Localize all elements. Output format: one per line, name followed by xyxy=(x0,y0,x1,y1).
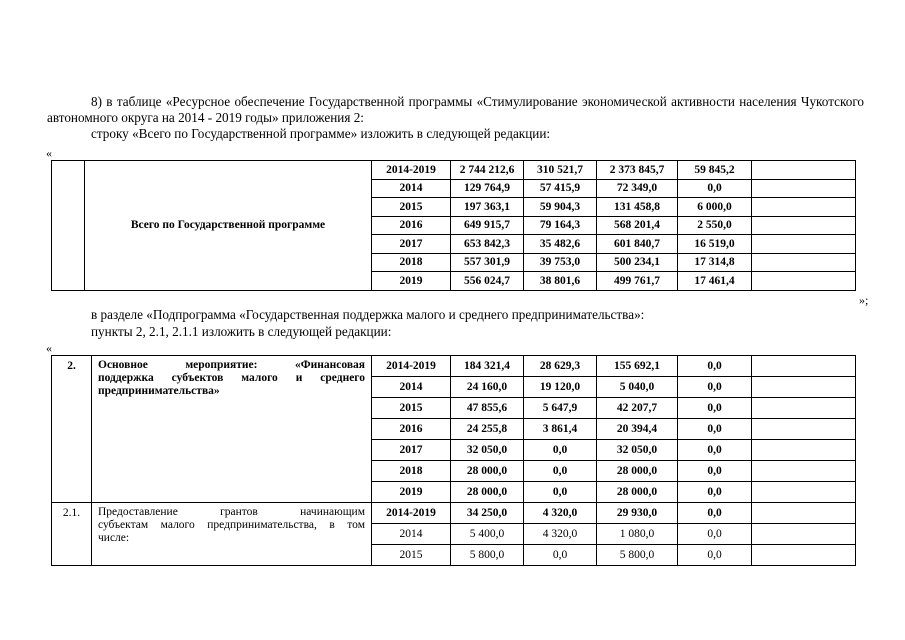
paragraph-total-row: строку «Всего по Государственной программе» изложить в следующей редакции: xyxy=(91,126,551,141)
value-cell: 0,0 xyxy=(678,524,752,545)
year-cell: 2017 xyxy=(372,235,451,254)
item-2-description xyxy=(92,356,372,503)
open-quote-1: « xyxy=(46,146,52,160)
value-cell: 0,0 xyxy=(678,398,752,419)
empty-cell xyxy=(52,161,85,291)
empty-cell xyxy=(752,235,856,254)
description-line: Предоставление грантов начинающим xyxy=(98,506,365,518)
value-cell: 0,0 xyxy=(678,545,752,566)
value-cell: 28 000,0 xyxy=(597,461,678,482)
description-line: предпринимательства» xyxy=(98,385,220,397)
value-cell: 131 458,8 xyxy=(597,198,678,217)
value-cell: 0,0 xyxy=(678,356,752,377)
description-line: числе: xyxy=(98,532,130,544)
year-cell: 2015 xyxy=(372,545,451,566)
empty-cell xyxy=(752,198,856,217)
value-cell: 4 320,0 xyxy=(524,524,597,545)
year-cell: 2018 xyxy=(372,461,451,482)
value-cell: 0,0 xyxy=(678,377,752,398)
empty-cell xyxy=(752,482,856,503)
table-row xyxy=(52,503,856,524)
value-cell: 568 201,4 xyxy=(597,216,678,235)
value-cell: 0,0 xyxy=(524,440,597,461)
value-cell: 5 800,0 xyxy=(451,545,524,566)
value-cell: 5 647,9 xyxy=(524,398,597,419)
value-cell: 556 024,7 xyxy=(451,272,524,291)
value-cell: 0,0 xyxy=(678,179,752,198)
value-cell: 557 301,9 xyxy=(451,253,524,272)
value-cell: 500 234,1 xyxy=(597,253,678,272)
value-cell: 28 000,0 xyxy=(451,461,524,482)
item-2-number: 2. xyxy=(52,356,92,503)
empty-cell xyxy=(752,216,856,235)
value-cell: 59 845,2 xyxy=(678,161,752,180)
year-cell: 2014 xyxy=(372,377,451,398)
value-cell: 24 160,0 xyxy=(451,377,524,398)
year-cell: 2018 xyxy=(372,253,451,272)
value-cell: 32 050,0 xyxy=(597,440,678,461)
table-row xyxy=(52,161,856,180)
item-2-1-description xyxy=(92,503,372,566)
empty-cell xyxy=(752,545,856,566)
empty-cell xyxy=(752,253,856,272)
value-cell: 5 800,0 xyxy=(597,545,678,566)
empty-cell xyxy=(752,161,856,180)
value-cell: 0,0 xyxy=(678,482,752,503)
empty-cell xyxy=(752,356,856,377)
value-cell: 39 753,0 xyxy=(524,253,597,272)
value-cell: 1 080,0 xyxy=(597,524,678,545)
value-cell: 0,0 xyxy=(524,545,597,566)
value-cell: 6 000,0 xyxy=(678,198,752,217)
year-cell: 2014-2019 xyxy=(372,503,451,524)
value-cell: 184 321,4 xyxy=(451,356,524,377)
empty-cell xyxy=(752,272,856,291)
value-cell: 0,0 xyxy=(678,419,752,440)
value-cell: 28 000,0 xyxy=(451,482,524,503)
value-cell: 32 050,0 xyxy=(451,440,524,461)
year-cell: 2016 xyxy=(372,216,451,235)
value-cell: 29 930,0 xyxy=(597,503,678,524)
value-cell: 35 482,6 xyxy=(524,235,597,254)
empty-cell xyxy=(752,524,856,545)
value-cell: 653 842,3 xyxy=(451,235,524,254)
value-cell: 16 519,0 xyxy=(678,235,752,254)
description-line: субъектам малого предпринимательства, в том xyxy=(98,519,365,531)
year-cell: 2015 xyxy=(372,398,451,419)
open-quote-2: « xyxy=(46,341,52,355)
value-cell: 197 363,1 xyxy=(451,198,524,217)
value-cell: 5 040,0 xyxy=(597,377,678,398)
paragraph-item-8: 8) в таблице «Ресурсное обеспечение Государственной программы «Стимулирование экономической активности населения Чукотского автономного округа на 2014 - 2019 годы» приложения 2: xyxy=(47,94,864,125)
value-cell: 155 692,1 xyxy=(597,356,678,377)
value-cell: 4 320,0 xyxy=(524,503,597,524)
description-line: поддержка субъектов малого и среднего xyxy=(98,372,365,384)
empty-cell xyxy=(752,440,856,461)
value-cell: 5 400,0 xyxy=(451,524,524,545)
value-cell: 34 250,0 xyxy=(451,503,524,524)
value-cell: 0,0 xyxy=(678,461,752,482)
value-cell: 17 314,8 xyxy=(678,253,752,272)
value-cell: 42 207,7 xyxy=(597,398,678,419)
value-cell: 24 255,8 xyxy=(451,419,524,440)
empty-cell xyxy=(752,398,856,419)
table-row xyxy=(52,356,856,377)
value-cell: 310 521,7 xyxy=(524,161,597,180)
empty-cell xyxy=(752,419,856,440)
year-cell: 2019 xyxy=(372,482,451,503)
value-cell: 129 764,9 xyxy=(451,179,524,198)
paragraph-section: в разделе «Подпрограмма «Государственная поддержка малого и среднего предпринимательства»: xyxy=(91,307,645,322)
empty-cell xyxy=(752,461,856,482)
value-cell: 20 394,4 xyxy=(597,419,678,440)
value-cell: 0,0 xyxy=(678,503,752,524)
value-cell: 47 855,6 xyxy=(451,398,524,419)
item-2-1-number: 2.1. xyxy=(52,503,92,566)
table-total xyxy=(51,160,856,291)
description-line: Основное мероприятие: «Финансовая xyxy=(98,359,365,371)
value-cell: 0,0 xyxy=(678,440,752,461)
value-cell: 17 461,4 xyxy=(678,272,752,291)
year-cell: 2014 xyxy=(372,524,451,545)
year-cell: 2019 xyxy=(372,272,451,291)
value-cell: 28 000,0 xyxy=(597,482,678,503)
value-cell: 0,0 xyxy=(524,461,597,482)
value-cell: 28 629,3 xyxy=(524,356,597,377)
value-cell: 2 373 845,7 xyxy=(597,161,678,180)
value-cell: 0,0 xyxy=(524,482,597,503)
year-cell: 2015 xyxy=(372,198,451,217)
empty-cell xyxy=(752,377,856,398)
value-cell: 601 840,7 xyxy=(597,235,678,254)
empty-cell xyxy=(752,503,856,524)
year-cell: 2014-2019 xyxy=(372,356,451,377)
total-label: Всего по Государственной программе xyxy=(85,161,372,291)
close-quote-1: »; xyxy=(859,293,869,307)
value-cell: 3 861,4 xyxy=(524,419,597,440)
value-cell: 499 761,7 xyxy=(597,272,678,291)
table-subprogram xyxy=(51,355,856,566)
year-cell: 2017 xyxy=(372,440,451,461)
empty-cell xyxy=(752,179,856,198)
value-cell: 2 744 212,6 xyxy=(451,161,524,180)
paragraph-points: пункты 2, 2.1, 2.1.1 изложить в следующей редакции: xyxy=(91,324,392,339)
value-cell: 649 915,7 xyxy=(451,216,524,235)
year-cell: 2014 xyxy=(372,179,451,198)
value-cell: 79 164,3 xyxy=(524,216,597,235)
year-cell: 2014-2019 xyxy=(372,161,451,180)
year-cell: 2016 xyxy=(372,419,451,440)
value-cell: 59 904,3 xyxy=(524,198,597,217)
value-cell: 57 415,9 xyxy=(524,179,597,198)
value-cell: 2 550,0 xyxy=(678,216,752,235)
value-cell: 72 349,0 xyxy=(597,179,678,198)
value-cell: 19 120,0 xyxy=(524,377,597,398)
value-cell: 38 801,6 xyxy=(524,272,597,291)
